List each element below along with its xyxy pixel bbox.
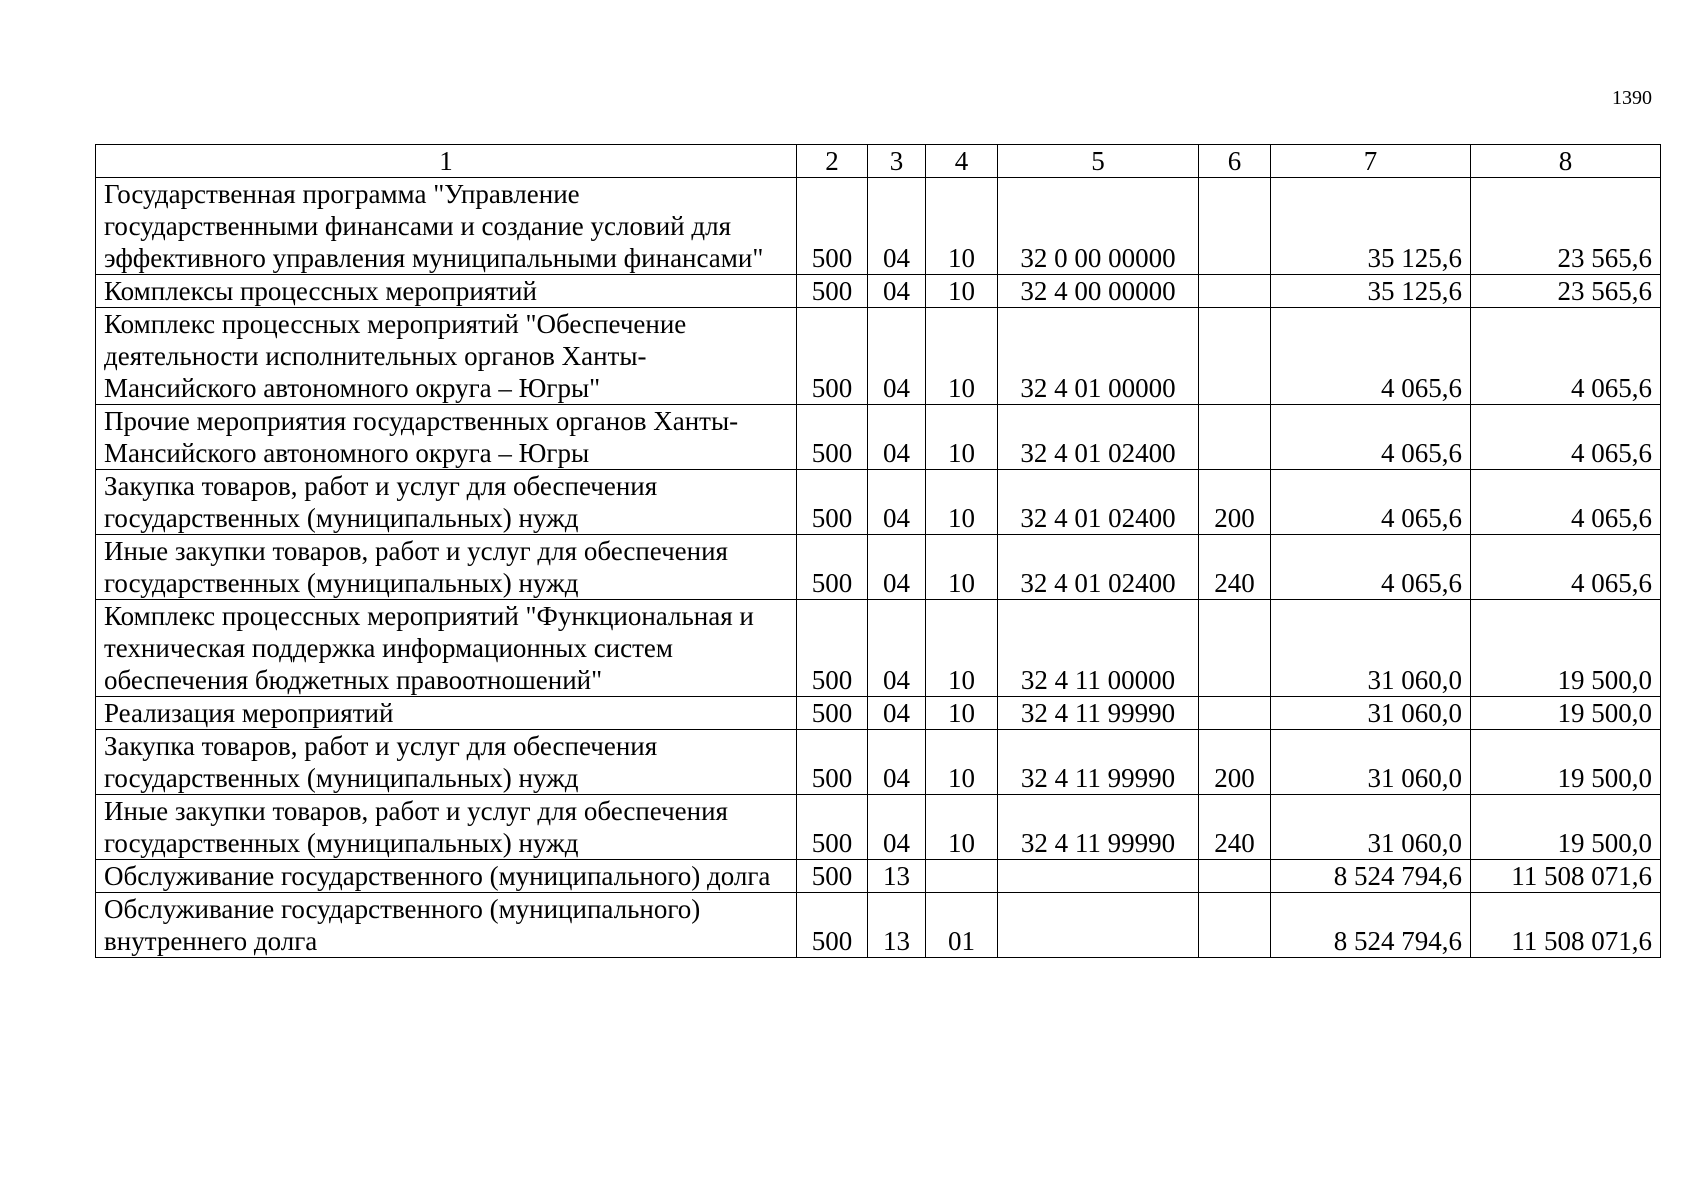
- expense-type-cell: [1199, 308, 1271, 405]
- target-article-cell: [998, 893, 1199, 958]
- row-name-cell: Иные закупки товаров, работ и услуг для обеспечения государственных (муниципальных) нужд: [96, 795, 797, 860]
- table-row: [96, 535, 1661, 600]
- table-row: [96, 795, 1661, 860]
- row-name-cell: Комплекс процессных мероприятий "Функциональная и техническая поддержка информационных систем обеспечения бюджетных правоотношений": [96, 600, 797, 697]
- column-header: 7: [1271, 145, 1471, 178]
- amount-cell: 31 060,0: [1271, 795, 1471, 860]
- code-cell: 500: [797, 697, 868, 730]
- amount-cell: 11 508 071,6: [1471, 893, 1661, 958]
- amount-cell: 4 065,6: [1471, 308, 1661, 405]
- table-row: [96, 697, 1661, 730]
- amount-cell: 31 060,0: [1271, 730, 1471, 795]
- column-header: 8: [1471, 145, 1661, 178]
- amount-cell: 4 065,6: [1271, 535, 1471, 600]
- code-cell: 500: [797, 860, 868, 893]
- subsection-cell: 10: [926, 178, 998, 275]
- target-article-cell: 32 4 11 99990: [998, 730, 1199, 795]
- column-header: 4: [926, 145, 998, 178]
- code-cell: 500: [797, 795, 868, 860]
- code-cell: 500: [797, 405, 868, 470]
- table-row: [96, 730, 1661, 795]
- target-article-cell: 32 4 11 00000: [998, 600, 1199, 697]
- table-row: [96, 470, 1661, 535]
- expense-type-cell: 240: [1199, 795, 1271, 860]
- column-header: 3: [868, 145, 926, 178]
- row-name-cell: Реализация мероприятий: [96, 697, 797, 730]
- code-cell: 500: [797, 893, 868, 958]
- expense-type-cell: [1199, 600, 1271, 697]
- amount-cell: 8 524 794,6: [1271, 860, 1471, 893]
- amount-cell: 11 508 071,6: [1471, 860, 1661, 893]
- subsection-cell: 10: [926, 275, 998, 308]
- section-cell: 04: [868, 275, 926, 308]
- expense-type-cell: [1199, 405, 1271, 470]
- section-cell: 04: [868, 600, 926, 697]
- subsection-cell: 10: [926, 535, 998, 600]
- column-header: 2: [797, 145, 868, 178]
- amount-cell: 19 500,0: [1471, 697, 1661, 730]
- section-cell: 13: [868, 860, 926, 893]
- amount-cell: 8 524 794,6: [1271, 893, 1471, 958]
- target-article-cell: 32 4 00 00000: [998, 275, 1199, 308]
- target-article-cell: [998, 860, 1199, 893]
- row-name-cell: Прочие мероприятия государственных органов Ханты-Мансийского автономного округа – Югры: [96, 405, 797, 470]
- amount-cell: 19 500,0: [1471, 730, 1661, 795]
- expense-type-cell: [1199, 893, 1271, 958]
- amount-cell: 35 125,6: [1271, 275, 1471, 308]
- subsection-cell: 10: [926, 730, 998, 795]
- table-row: [96, 893, 1661, 958]
- target-article-cell: 32 4 11 99990: [998, 697, 1199, 730]
- amount-cell: 23 565,6: [1471, 275, 1661, 308]
- section-cell: 04: [868, 470, 926, 535]
- expense-type-cell: [1199, 178, 1271, 275]
- amount-cell: 4 065,6: [1271, 405, 1471, 470]
- header-row: [96, 145, 1661, 178]
- code-cell: 500: [797, 600, 868, 697]
- table-row: [96, 275, 1661, 308]
- subsection-cell: 10: [926, 470, 998, 535]
- table-body: [96, 145, 1661, 958]
- row-name-cell: Комплекс процессных мероприятий "Обеспечение деятельности исполнительных органов Ханты-Мансийского автономного округа – Югры": [96, 308, 797, 405]
- amount-cell: 19 500,0: [1471, 600, 1661, 697]
- section-cell: 04: [868, 405, 926, 470]
- subsection-cell: 01: [926, 893, 998, 958]
- target-article-cell: 32 4 01 00000: [998, 308, 1199, 405]
- code-cell: 500: [797, 178, 868, 275]
- amount-cell: 4 065,6: [1471, 405, 1661, 470]
- amount-cell: 23 565,6: [1471, 178, 1661, 275]
- expense-type-cell: [1199, 860, 1271, 893]
- section-cell: 13: [868, 893, 926, 958]
- row-name-cell: Закупка товаров, работ и услуг для обеспечения государственных (муниципальных) нужд: [96, 730, 797, 795]
- page-number: 1390: [1612, 87, 1652, 109]
- table-row: [96, 405, 1661, 470]
- row-name-cell: Иные закупки товаров, работ и услуг для обеспечения государственных (муниципальных) нужд: [96, 535, 797, 600]
- amount-cell: 4 065,6: [1471, 470, 1661, 535]
- target-article-cell: 32 4 01 02400: [998, 535, 1199, 600]
- column-header: 6: [1199, 145, 1271, 178]
- section-cell: 04: [868, 178, 926, 275]
- amount-cell: 31 060,0: [1271, 697, 1471, 730]
- amount-cell: 4 065,6: [1271, 470, 1471, 535]
- subsection-cell: 10: [926, 697, 998, 730]
- target-article-cell: 32 0 00 00000: [998, 178, 1199, 275]
- code-cell: 500: [797, 535, 868, 600]
- subsection-cell: 10: [926, 795, 998, 860]
- column-header: 5: [998, 145, 1199, 178]
- expense-type-cell: [1199, 697, 1271, 730]
- amount-cell: 31 060,0: [1271, 600, 1471, 697]
- section-cell: 04: [868, 795, 926, 860]
- code-cell: 500: [797, 308, 868, 405]
- section-cell: 04: [868, 730, 926, 795]
- target-article-cell: 32 4 01 02400: [998, 405, 1199, 470]
- code-cell: 500: [797, 275, 868, 308]
- amount-cell: 4 065,6: [1271, 308, 1471, 405]
- column-header: 1: [96, 145, 797, 178]
- subsection-cell: [926, 860, 998, 893]
- section-cell: 04: [868, 308, 926, 405]
- row-name-cell: Обслуживание государственного (муниципального) внутреннего долга: [96, 893, 797, 958]
- amount-cell: 35 125,6: [1271, 178, 1471, 275]
- table-row: [96, 308, 1661, 405]
- row-name-cell: Закупка товаров, работ и услуг для обеспечения государственных (муниципальных) нужд: [96, 470, 797, 535]
- section-cell: 04: [868, 535, 926, 600]
- expense-type-cell: 240: [1199, 535, 1271, 600]
- amount-cell: 19 500,0: [1471, 795, 1661, 860]
- code-cell: 500: [797, 470, 868, 535]
- row-name-cell: Государственная программа "Управление государственными финансами и создание условий для эффективного управления муниципальными финансами": [96, 178, 797, 275]
- code-cell: 500: [797, 730, 868, 795]
- subsection-cell: 10: [926, 405, 998, 470]
- expense-type-cell: [1199, 275, 1271, 308]
- target-article-cell: 32 4 01 02400: [998, 470, 1199, 535]
- row-name-cell: Комплексы процессных мероприятий: [96, 275, 797, 308]
- section-cell: 04: [868, 697, 926, 730]
- table-row: [96, 178, 1661, 275]
- target-article-cell: 32 4 11 99990: [998, 795, 1199, 860]
- row-name-cell: Обслуживание государственного (муниципального) долга: [96, 860, 797, 893]
- expense-type-cell: 200: [1199, 470, 1271, 535]
- budget-table: [95, 144, 1661, 958]
- table-row: [96, 600, 1661, 697]
- subsection-cell: 10: [926, 600, 998, 697]
- subsection-cell: 10: [926, 308, 998, 405]
- expense-type-cell: 200: [1199, 730, 1271, 795]
- amount-cell: 4 065,6: [1471, 535, 1661, 600]
- table-row: [96, 860, 1661, 893]
